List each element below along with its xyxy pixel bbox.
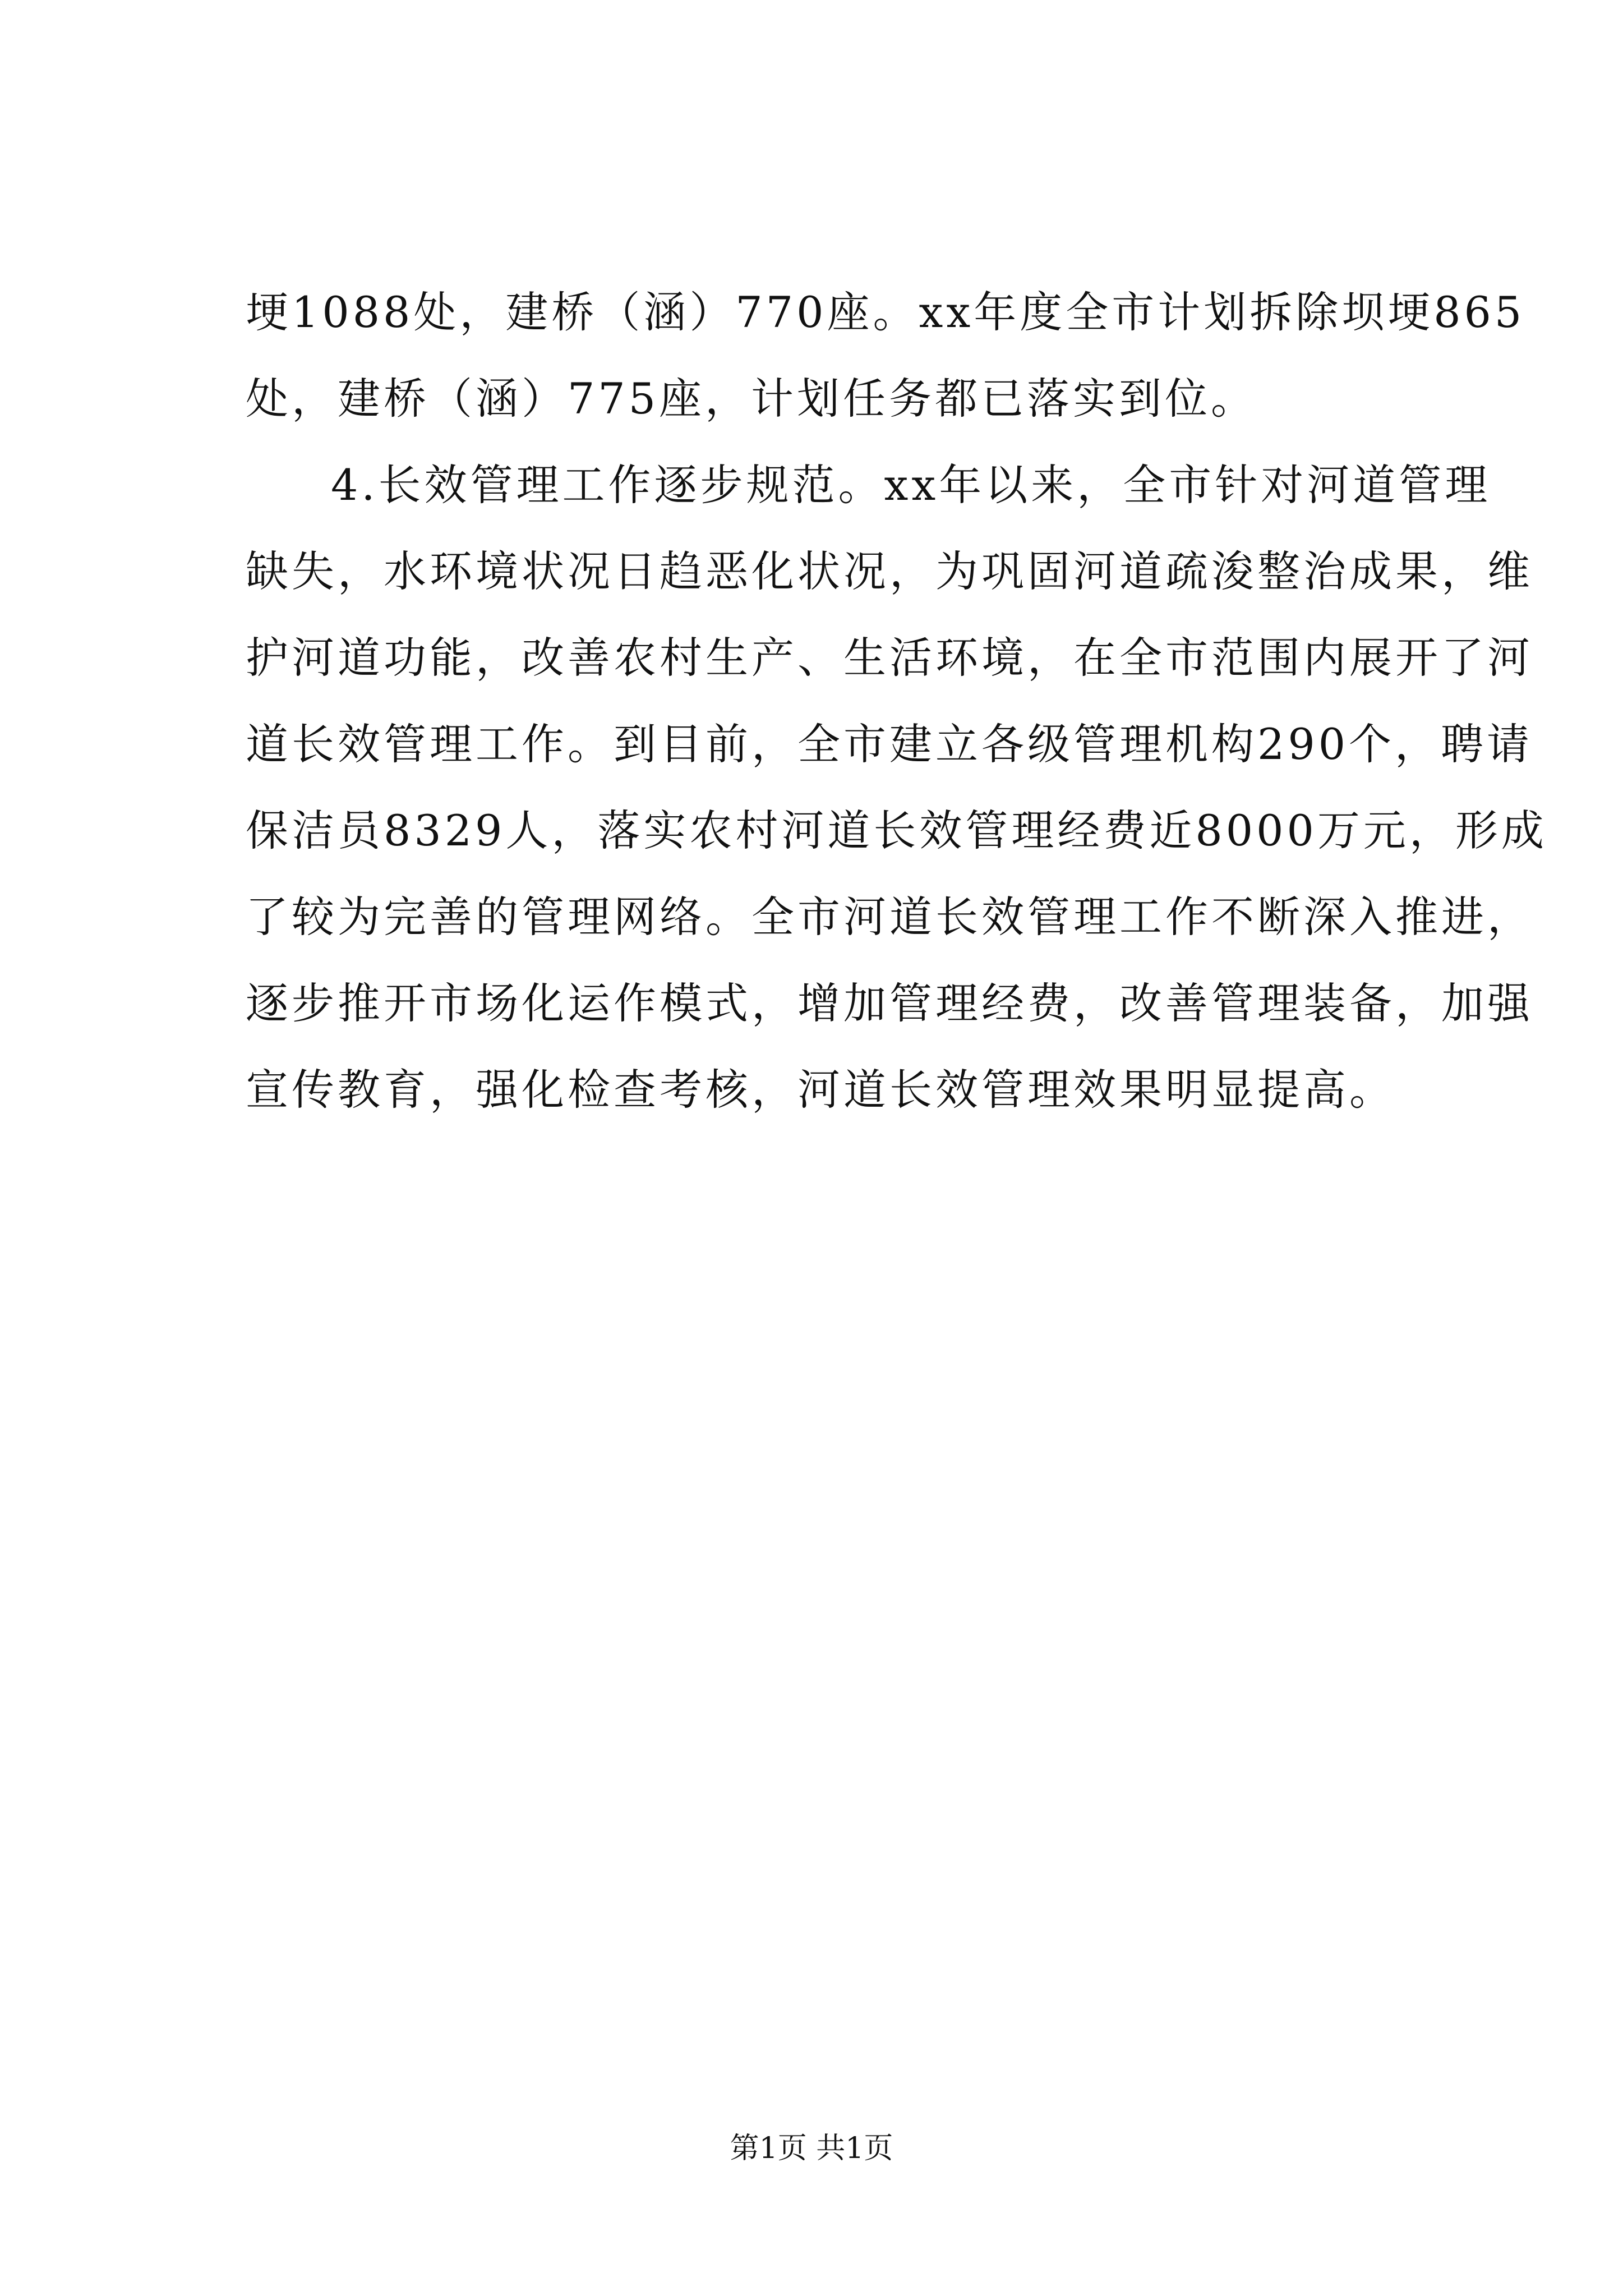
text-line: 道长效管理工作。到目前，全市建立各级管理机构290个，聘请 bbox=[246, 719, 1533, 769]
text-line: 保洁员8329人，落实农村河道长效管理经费近8000万元，形成 bbox=[246, 806, 1547, 855]
document-body bbox=[246, 269, 1547, 1133]
text-line: 处，建桥（涵）775座，计划任务都已落实到位。 bbox=[246, 374, 1257, 424]
text-line: 了较为完善的管理网络。全市河道长效管理工作不断深入推进， bbox=[246, 892, 1533, 942]
text-line: 逐步推开市场化运作模式，增加管理经费，改善管理装备，加强 bbox=[246, 978, 1533, 1028]
text-line: 埂1088处，建桥（涵）770座。xx年度全市计划拆除坝埂865 bbox=[246, 287, 1525, 337]
text-line: 缺失，水环境状况日趋恶化状况，为巩固河道疏浚整治成果，维 bbox=[246, 546, 1533, 596]
text-line: 护河道功能，改善农村生产、生活环境，在全市范围内展开了河 bbox=[246, 633, 1533, 683]
paragraph-start-line: 4.长效管理工作逐步规范。xx年以来，全市针对河道管理 bbox=[331, 460, 1491, 510]
text-line: 宣传教育，强化检查考核，河道长效管理效果明显提高。 bbox=[246, 1065, 1395, 1115]
page-footer: 第1页 共1页 bbox=[730, 2132, 893, 2165]
